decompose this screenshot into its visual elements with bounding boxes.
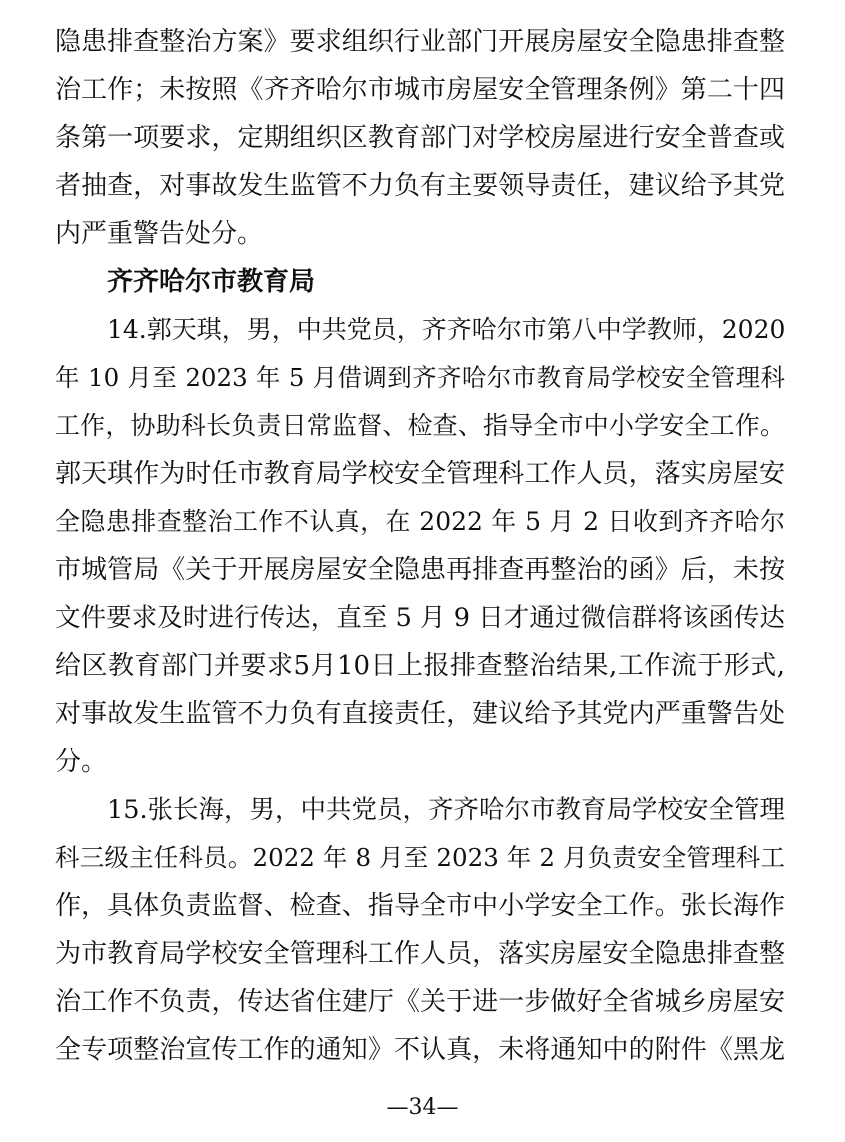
text-line: 内严重警告处分。	[55, 219, 264, 249]
text-line: 年 10 月至 2023 年 5 月借调到齐齐哈尔市教育局学校安全管理科	[55, 363, 785, 392]
text-line: 市城管局《关于开展房屋安全隐患再排查再整治的函》后，未按	[55, 555, 785, 585]
text-line: 14.郭天琪，男，中共党员，齐齐哈尔市第八中学教师，2020	[107, 315, 786, 344]
text-line: 对事故发生监管不力负有直接责任，建议给予其党内严重警告处	[55, 699, 785, 729]
text-line: 治工作；未按照《齐齐哈尔市城市房屋安全管理条例》第二十四	[55, 75, 785, 105]
text-line: 郭天琪作为时任市教育局学校安全管理科工作人员，落实房屋安	[55, 459, 785, 489]
text-line: 隐患排查整治方案》要求组织行业部门开展房屋安全隐患排查整	[55, 27, 785, 57]
text-line: 者抽查，对事故发生监管不力负有主要领导责任，建议给予其党	[55, 171, 785, 201]
text-line: 给区教育部门并要求5月10日上报排查整治结果,工作流于形式,	[55, 651, 785, 681]
text-line: 文件要求及时进行传达，直至 5 月 9 日才通过微信群将该函传达	[55, 603, 785, 633]
text-line: 全隐患排查整治工作不认真，在 2022 年 5 月 2 日收到齐齐哈尔	[55, 507, 785, 536]
section-heading: 齐齐哈尔市教育局	[107, 267, 316, 297]
text-line: 作，具体负责监督、检查、指导全市中小学安全工作。张长海作	[55, 891, 785, 921]
text-line: 分。	[55, 747, 108, 777]
text-line: 治工作不负责，传达省住建厅《关于进一步做好全省城乡房屋安	[55, 987, 785, 1017]
text-line: 工作，协助科长负责日常监督、检查、指导全市中小学安全工作。	[55, 411, 785, 440]
text-line: 条第一项要求，定期组织区教育部门对学校房屋进行安全普查或	[55, 123, 785, 153]
text-line: 15.张长海，男，中共党员，齐齐哈尔市教育局学校安全管理	[107, 795, 786, 825]
text-line: 全专项整治宣传工作的通知》不认真，未将通知中的附件《黑龙	[55, 1035, 785, 1065]
text-line: 科三级主任科员。2022 年 8 月至 2023 年 2 月负责安全管理科工	[55, 843, 785, 872]
text-line: 为市教育局学校安全管理科工作人员，落实房屋安全隐患排查整	[55, 939, 785, 969]
page-number: —34—	[386, 1095, 459, 1120]
